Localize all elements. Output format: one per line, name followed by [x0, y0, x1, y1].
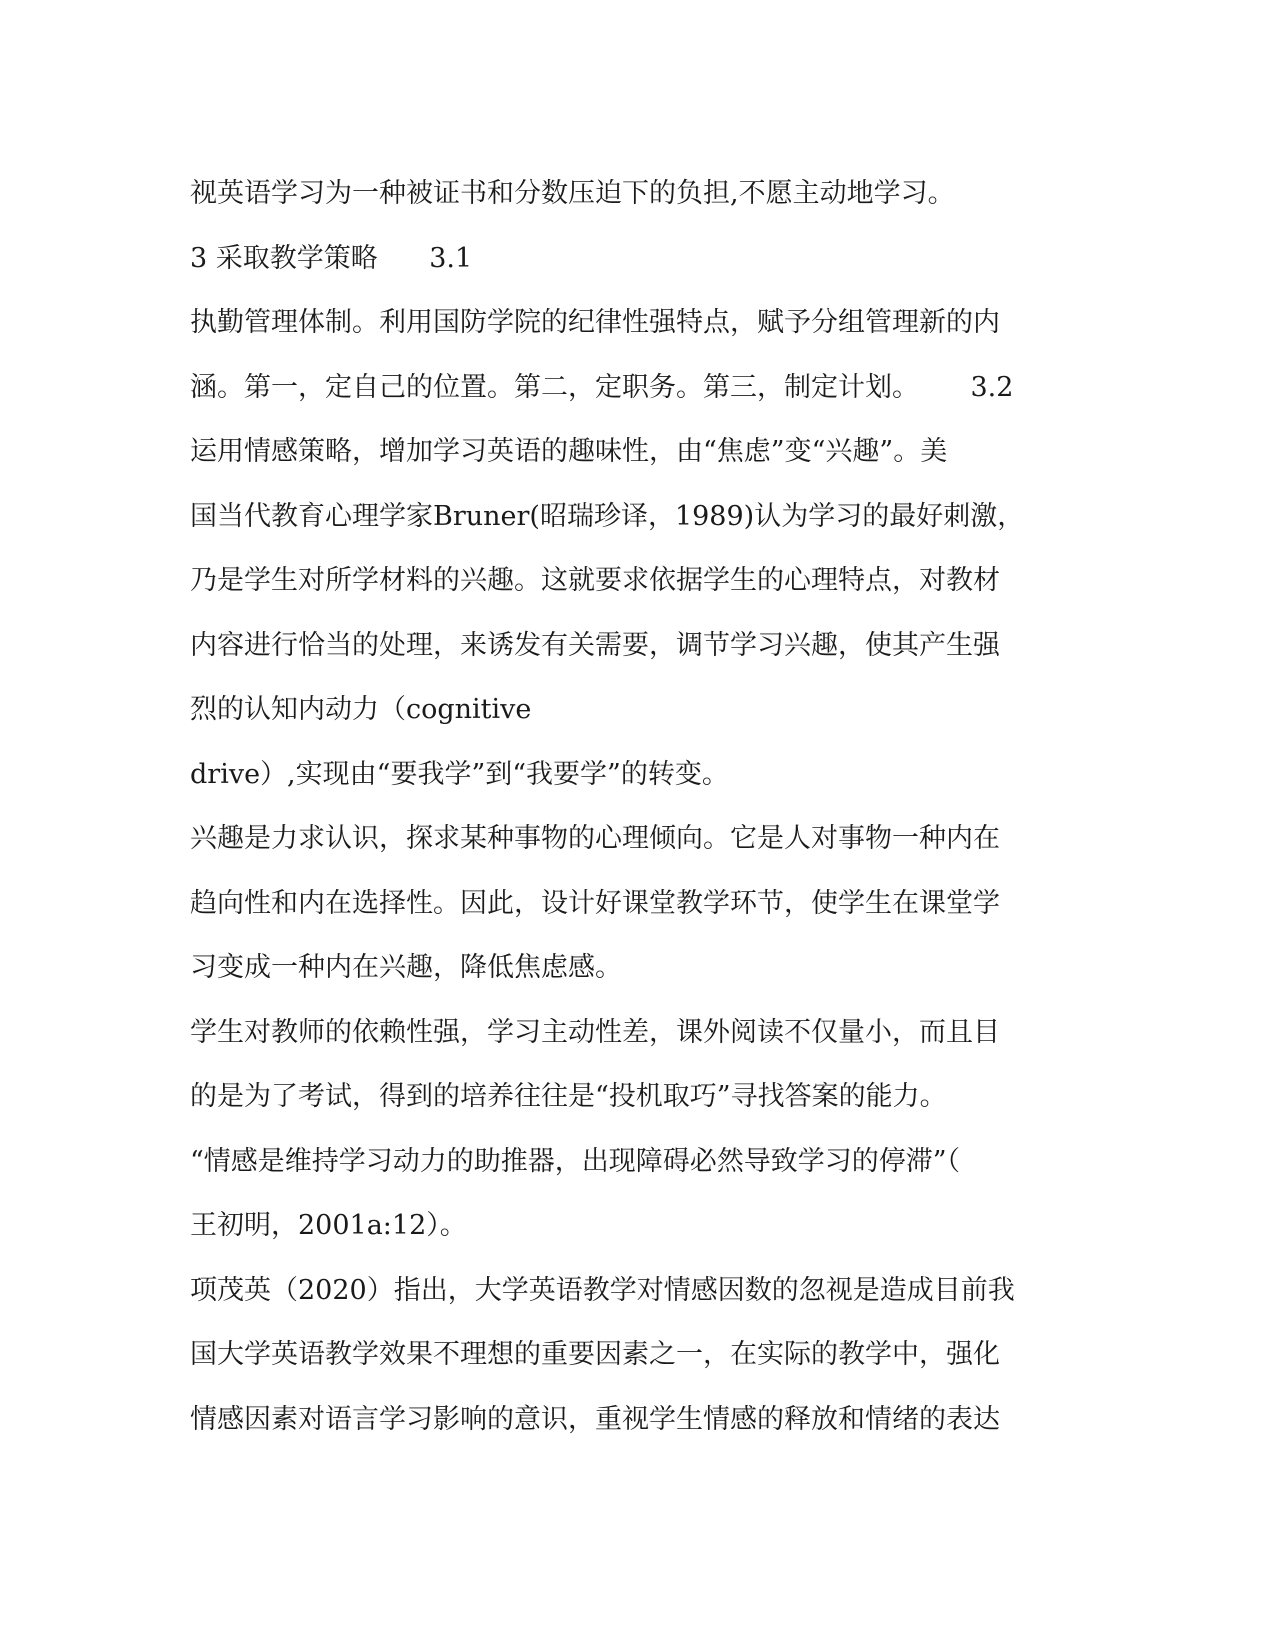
text-line-1: 视英语学习为一种被证书和分数压迫下的负担,不愿主动地学习。: [190, 178, 955, 209]
text-line-19: 国大学英语教学效果不理想的重要因素之一，在实际的教学中，强化: [190, 1339, 1000, 1370]
text-line-20: 情感因素对语言学习影响的意识，重视学生情感的释放和情绪的表达: [190, 1403, 1000, 1435]
text-line-4: 涵。第一，定自己的位置。第二，定职务。第三，制定计划。 3.2: [190, 371, 1014, 403]
text-line-17: 王初明，2001a:12）。: [190, 1210, 467, 1241]
text-line-10: drive）,实现由“要我学”到“我要学”的转变。: [190, 758, 729, 790]
text-line-9: 烈的认知内动力（cognitive: [190, 694, 532, 725]
text-line-6: 国当代教育心理学家Bruner(昭瑞珍译，1989)认为学习的最好刺激，: [190, 500, 1025, 532]
text-line-15: 的是为了考试，得到的培养往往是“投机取巧”寻找答案的能力。: [190, 1081, 947, 1112]
text-line-5: 运用情感策略，增加学习英语的趣味性，由“焦虑”变“兴趣”。美: [190, 436, 948, 467]
text-line-14: 学生对教师的依赖性强，学习主动性差，课外阅读不仅量小，而且目: [190, 1016, 1000, 1048]
text-line-2: 3 采取教学策略 3.1: [190, 242, 473, 274]
text-line-13: 习变成一种内在兴趣，降低焦虑感。: [190, 952, 622, 983]
text-line-8: 内容进行恰当的处理，来诱发有关需要，调节学习兴趣，使其产生强: [190, 629, 1000, 661]
text-line-3: 执勤管理体制。利用国防学院的纪律性强特点，赋予分组管理新的内: [190, 307, 1000, 338]
text-line-12: 趋向性和内在选择性。因此，设计好课堂教学环节，使学生在课堂学: [190, 887, 1000, 919]
text-line-7: 乃是学生对所学材料的兴趣。这就要求依据学生的心理特点，对教材: [190, 565, 1000, 596]
text-line-16: “情感是维持学习动力的助推器，出现障碍必然导致学习的停滞”（: [190, 1145, 961, 1177]
body-text: [190, 162, 1090, 1452]
text-line-11: 兴趣是力求认识，探求某种事物的心理倾向。它是人对事物一种内在: [190, 823, 1000, 854]
text-line-18: 项茂英（2020）指出，大学英语教学对情感因数的忽视是造成目前我: [190, 1274, 1015, 1306]
